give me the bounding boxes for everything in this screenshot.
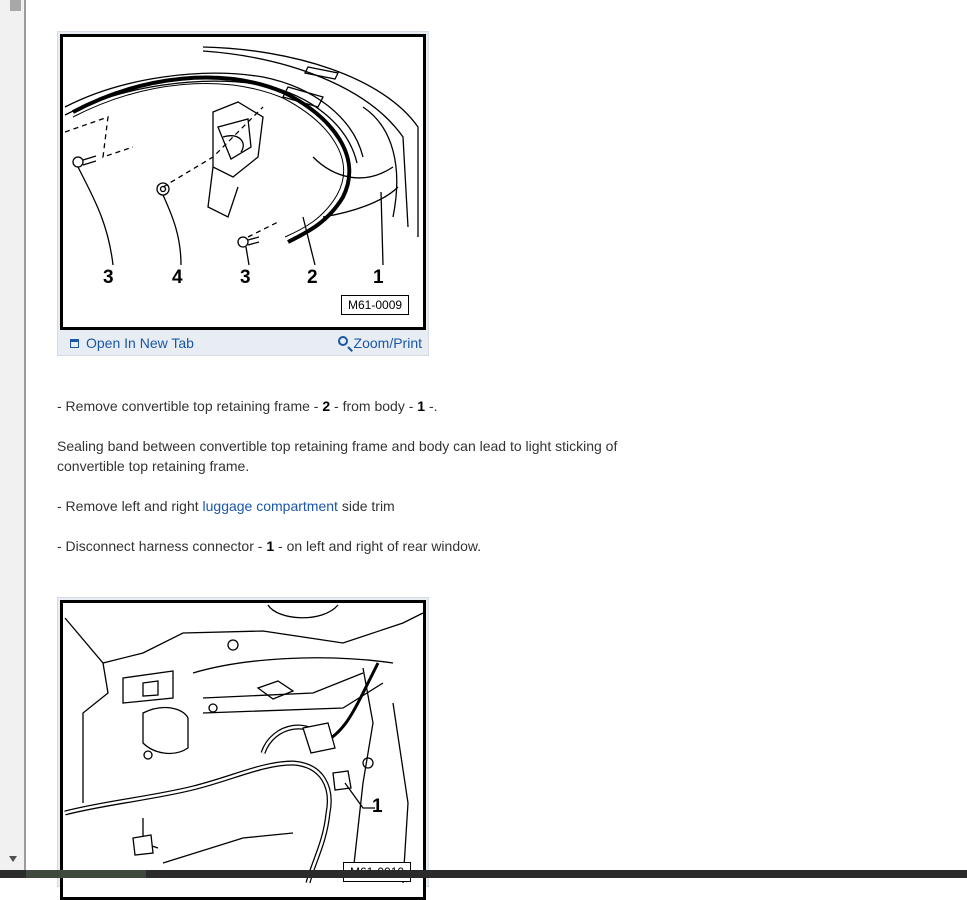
part-number: 1 bbox=[417, 398, 426, 414]
step-remove-trim: - Remove left and right luggage compartment side trim bbox=[57, 498, 395, 514]
step-remove-frame: - Remove convertible top retaining frame - 2 - from body - 1 -. bbox=[57, 398, 438, 414]
luggage-compartment-link[interactable]: luggage compartment bbox=[202, 498, 338, 514]
zoom-icon bbox=[338, 336, 348, 346]
figure-1 bbox=[57, 31, 429, 356]
figure-1-callout-3a: 3 bbox=[103, 267, 114, 288]
open-in-new-tab-link[interactable] bbox=[70, 335, 194, 351]
zoom-print-link[interactable] bbox=[338, 335, 422, 351]
figure-2-image[interactable] bbox=[60, 600, 426, 900]
figure-2-drawing bbox=[63, 603, 423, 883]
zoom-print-label: Zoom/Print bbox=[353, 335, 422, 351]
open-in-new-tab-label: Open In New Tab bbox=[86, 335, 194, 351]
figure-1-callout-3b: 3 bbox=[240, 267, 251, 288]
figure-2 bbox=[57, 597, 429, 887]
step-disconnect-connector: - Disconnect harness connector - 1 - on left and right of rear window. bbox=[57, 538, 482, 554]
scroll-down-arrow-icon[interactable] bbox=[9, 856, 17, 862]
figure-1-callout-1: 1 bbox=[373, 267, 384, 288]
figure-1-callout-2: 2 bbox=[307, 267, 318, 288]
figure-1-callout-4: 4 bbox=[172, 267, 183, 288]
vertical-scrollbar[interactable] bbox=[0, 0, 26, 878]
scrollbar-thumb[interactable] bbox=[10, 0, 21, 11]
figure-1-image[interactable] bbox=[60, 34, 426, 330]
figure-1-links bbox=[58, 332, 428, 354]
figure-1-reference: M61-0009 bbox=[341, 295, 409, 315]
figure-2-callout-1: 1 bbox=[372, 796, 383, 817]
taskbar-segment bbox=[26, 870, 146, 878]
bottom-taskbar bbox=[0, 870, 967, 878]
part-number: 1 bbox=[266, 538, 275, 554]
note-sealing-band: Sealing band between convertible top retaining frame and body can lead to light sticking of convertible top retaining frame. bbox=[57, 438, 618, 474]
new-tab-icon bbox=[70, 339, 79, 348]
part-number: 2 bbox=[322, 398, 331, 414]
